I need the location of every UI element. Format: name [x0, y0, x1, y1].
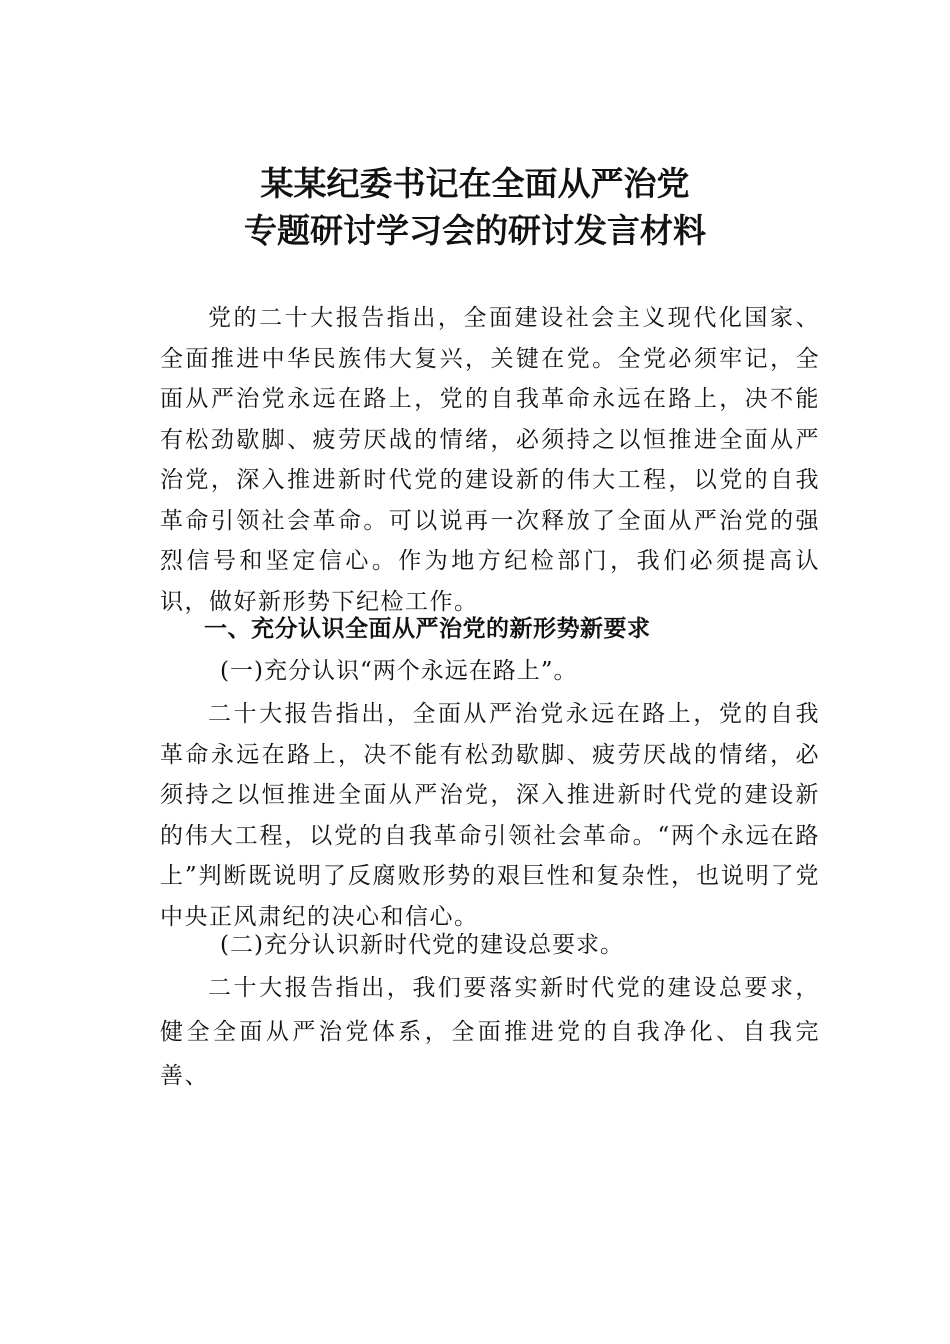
subsection-2-heading: (二)充分认识新时代党的建设总要求。 [220, 932, 624, 958]
subsection-heading-block-1 [160, 651, 820, 692]
paragraph-block-2 [160, 694, 820, 937]
title-line-1: 某某纪委书记在全面从严治党 [260, 164, 690, 203]
document-title [0, 160, 950, 254]
paragraph-2: 二十大报告指出，全面从严治党永远在路上，党的自我革命永远在路上，决不能有松劲歇脚、疲劳厌战的情绪，必须持之以恒推进全面从严治党，深入推进新时代党的建设新的伟大工程，以党的自我革命引领社会革命。“两个永远在路上”判断既说明了反腐败形势的艰巨性和复杂性，也说明了党中央正风肃纪的决心和信心。 [160, 701, 820, 930]
section-heading-block [160, 609, 820, 650]
paragraph-block-3 [160, 966, 820, 1098]
paragraph-3: 二十大报告指出，我们要落实新时代党的建设总要求，健全全面从严治党体系，全面推进党的自我净化、自我完善、 [160, 975, 820, 1089]
intro-paragraph-block [160, 298, 820, 622]
subsection-heading-block-2 [160, 925, 820, 966]
subsection-1-heading: (一)充分认识“两个永远在路上”。 [220, 658, 578, 684]
title-line-2: 专题研讨学习会的研讨发言材料 [244, 211, 706, 250]
section-1-heading: 一、充分认识全面从严治党的新形势新要求 [204, 616, 651, 642]
intro-paragraph: 党的二十大报告指出，全面建设社会主义现代化国家、全面推进中华民族伟大复兴，关键在党。全党必须牢记，全面从严治党永远在路上，党的自我革命永远在路上，决不能有松劲歇脚、疲劳厌战的情绪，必须持之以恒推进全面从严治党，深入推进新时代党的建设新的伟大工程，以党的自我革命引领社会革命。可以说再一次释放了全面从严治党的强烈信号和坚定信心。作为地方纪检部门，我们必须提高认识，做好新形势下纪检工作。 [160, 305, 820, 615]
